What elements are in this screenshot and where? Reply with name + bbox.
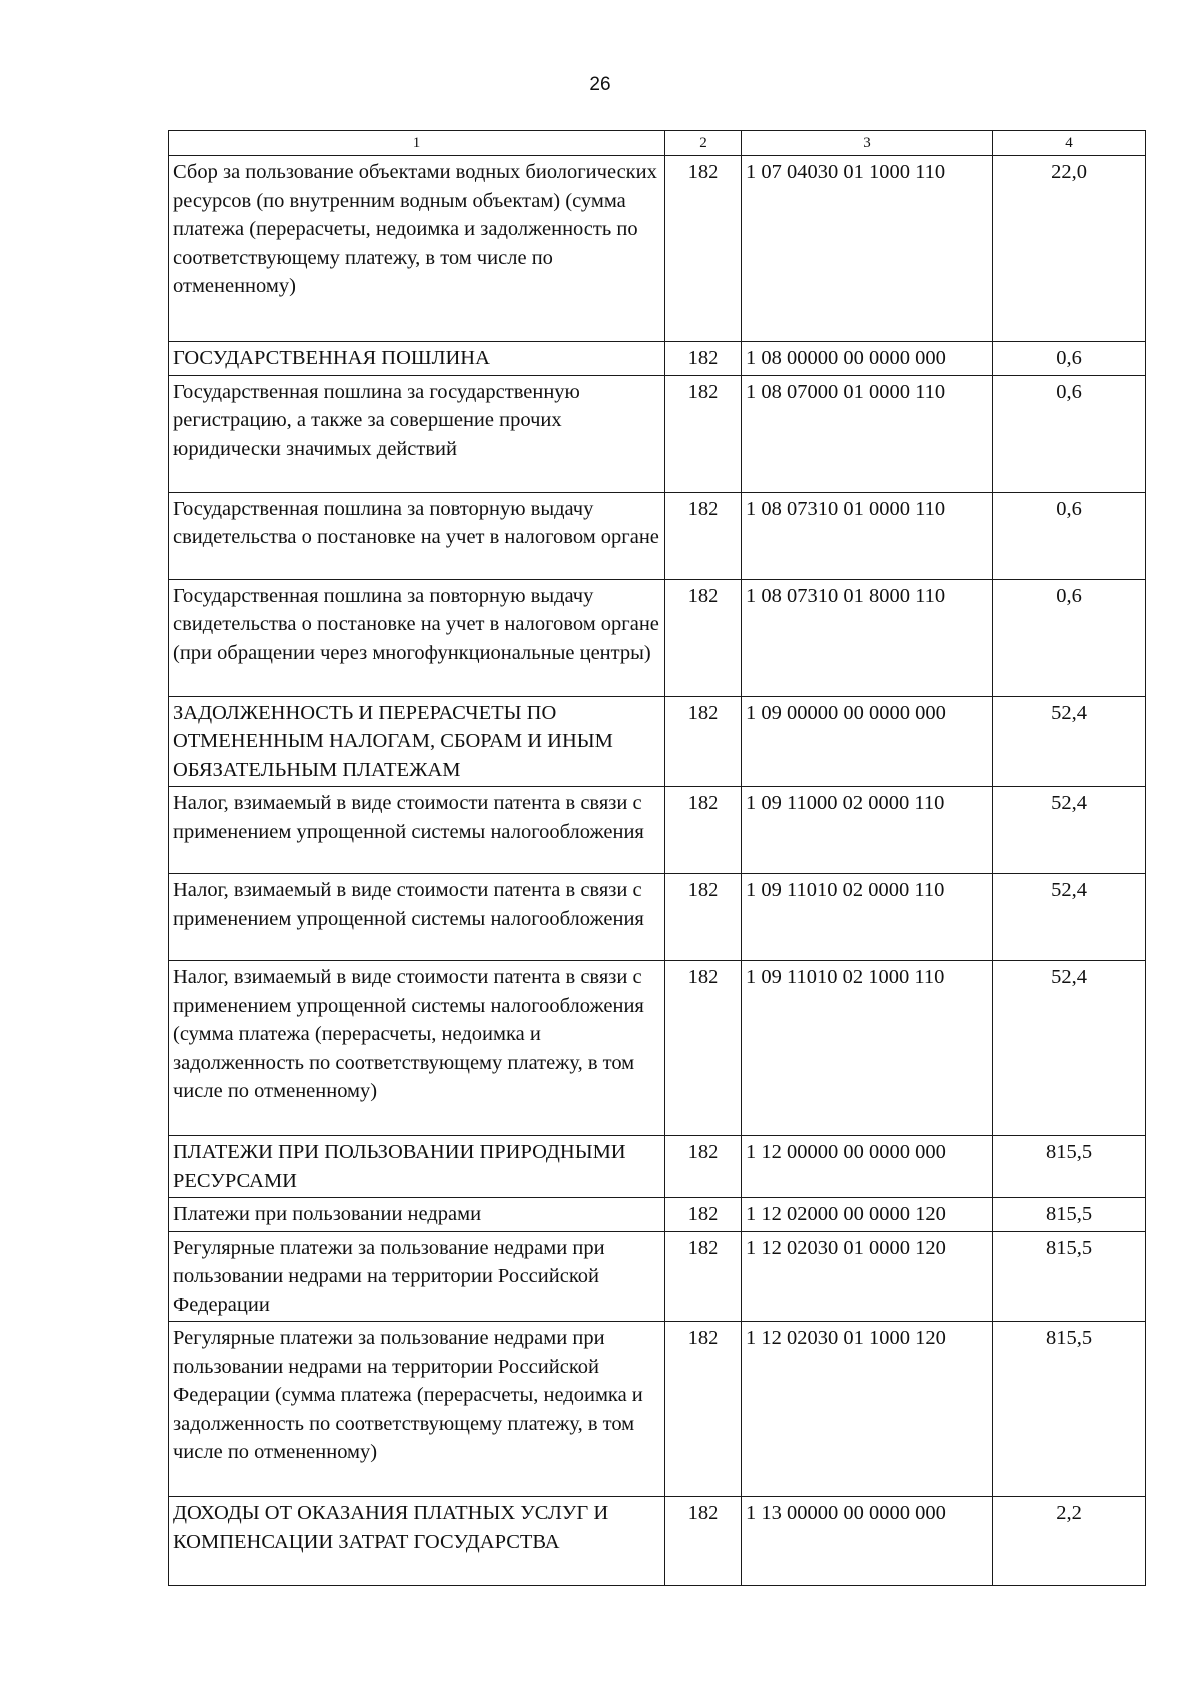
admin-code: 182 (665, 787, 742, 874)
column-header: 2 (665, 131, 742, 156)
admin-code: 182 (665, 696, 742, 787)
table-row (169, 1231, 1146, 1322)
revenue-name: Налог, взимаемый в виде стоимости патента в связи с применением упрощенной системы налогообложения (сумма платежа (перерасчеты, недоимка и задолженность по соответствующему платежу, в том числе по отмененному) (169, 961, 665, 1136)
amount: 2,2 (993, 1497, 1146, 1586)
table-row (169, 156, 1146, 342)
table-row (169, 961, 1146, 1136)
table-row (169, 787, 1146, 874)
revenue-name: Налог, взимаемый в виде стоимости патента в связи с применением упрощенной системы налогообложения (169, 874, 665, 961)
page-number: 26 (589, 74, 611, 95)
column-header: 1 (169, 131, 665, 156)
budget-classification-code: 1 09 00000 00 0000 000 (742, 696, 993, 787)
admin-code: 182 (665, 342, 742, 376)
budget-classification-code: 1 13 00000 00 0000 000 (742, 1497, 993, 1586)
admin-code: 182 (665, 874, 742, 961)
table-row (169, 342, 1146, 376)
table-header-row (169, 131, 1146, 156)
table-row (169, 1136, 1146, 1198)
admin-code: 182 (665, 156, 742, 342)
admin-code: 182 (665, 579, 742, 696)
admin-code: 182 (665, 492, 742, 579)
revenue-name: ПЛАТЕЖИ ПРИ ПОЛЬЗОВАНИИ ПРИРОДНЫМИ РЕСУРСАМИ (169, 1136, 665, 1198)
revenue-name: Государственная пошлина за государственную регистрацию, а также за совершение прочих юридически значимых действий (169, 375, 665, 492)
revenue-name: Государственная пошлина за повторную выдачу свидетельства о постановке на учет в налоговом органе (при обращении через многофункциональные центры) (169, 579, 665, 696)
revenue-name: Регулярные платежи за пользование недрами при пользовании недрами на территории Российской Федерации (169, 1231, 665, 1322)
revenue-table (168, 130, 1146, 1586)
admin-code: 182 (665, 1497, 742, 1586)
amount: 815,5 (993, 1198, 1146, 1232)
amount: 0,6 (993, 375, 1146, 492)
budget-classification-code: 1 12 02030 01 1000 120 (742, 1322, 993, 1497)
table-row (169, 1322, 1146, 1497)
budget-classification-code: 1 07 04030 01 1000 110 (742, 156, 993, 342)
budget-classification-code: 1 12 00000 00 0000 000 (742, 1136, 993, 1198)
admin-code: 182 (665, 1322, 742, 1497)
amount: 815,5 (993, 1322, 1146, 1497)
amount: 52,4 (993, 696, 1146, 787)
table-row (169, 579, 1146, 696)
revenue-name: ГОСУДАРСТВЕННАЯ ПОШЛИНА (169, 342, 665, 376)
amount: 22,0 (993, 156, 1146, 342)
revenue-name: Государственная пошлина за повторную выдачу свидетельства о постановке на учет в налоговом органе (169, 492, 665, 579)
revenue-name: Регулярные платежи за пользование недрами при пользовании недрами на территории Российской Федерации (сумма платежа (перерасчеты, недоимка и задолженность по соответствующему платежу, в том числе по отмененному) (169, 1322, 665, 1497)
revenue-name: ЗАДОЛЖЕННОСТЬ И ПЕРЕРАСЧЕТЫ ПО ОТМЕНЕННЫМ НАЛОГАМ, СБОРАМ И ИНЫМ ОБЯЗАТЕЛЬНЫМ ПЛАТЕЖАМ (169, 696, 665, 787)
table-row (169, 492, 1146, 579)
admin-code: 182 (665, 1231, 742, 1322)
budget-classification-code: 1 12 02000 00 0000 120 (742, 1198, 993, 1232)
budget-classification-code: 1 09 11000 02 0000 110 (742, 787, 993, 874)
admin-code: 182 (665, 1198, 742, 1232)
table-row (169, 1198, 1146, 1232)
amount: 52,4 (993, 961, 1146, 1136)
table-row (169, 375, 1146, 492)
revenue-name: ДОХОДЫ ОТ ОКАЗАНИЯ ПЛАТНЫХ УСЛУГ И КОМПЕНСАЦИИ ЗАТРАТ ГОСУДАРСТВА (169, 1497, 665, 1586)
admin-code: 182 (665, 1136, 742, 1198)
amount: 52,4 (993, 874, 1146, 961)
budget-classification-code: 1 08 07000 01 0000 110 (742, 375, 993, 492)
table-row (169, 1497, 1146, 1586)
amount: 815,5 (993, 1231, 1146, 1322)
revenue-name: Платежи при пользовании недрами (169, 1198, 665, 1232)
budget-classification-code: 1 08 00000 00 0000 000 (742, 342, 993, 376)
amount: 0,6 (993, 492, 1146, 579)
budget-classification-code: 1 08 07310 01 8000 110 (742, 579, 993, 696)
column-header: 4 (993, 131, 1146, 156)
budget-classification-code: 1 09 11010 02 0000 110 (742, 874, 993, 961)
revenue-name: Сбор за пользование объектами водных биологических ресурсов (по внутренним водным объектам) (сумма платежа (перерасчеты, недоимка и задолженность по соответствующему платежу, в том числе по отмененному) (169, 156, 665, 342)
amount: 815,5 (993, 1136, 1146, 1198)
table-row (169, 696, 1146, 787)
amount: 52,4 (993, 787, 1146, 874)
admin-code: 182 (665, 375, 742, 492)
budget-classification-code: 1 12 02030 01 0000 120 (742, 1231, 993, 1322)
amount: 0,6 (993, 579, 1146, 696)
column-header: 3 (742, 131, 993, 156)
budget-classification-code: 1 08 07310 01 0000 110 (742, 492, 993, 579)
amount: 0,6 (993, 342, 1146, 376)
budget-classification-code: 1 09 11010 02 1000 110 (742, 961, 993, 1136)
table-row (169, 874, 1146, 961)
admin-code: 182 (665, 961, 742, 1136)
revenue-name: Налог, взимаемый в виде стоимости патента в связи с применением упрощенной системы налогообложения (169, 787, 665, 874)
